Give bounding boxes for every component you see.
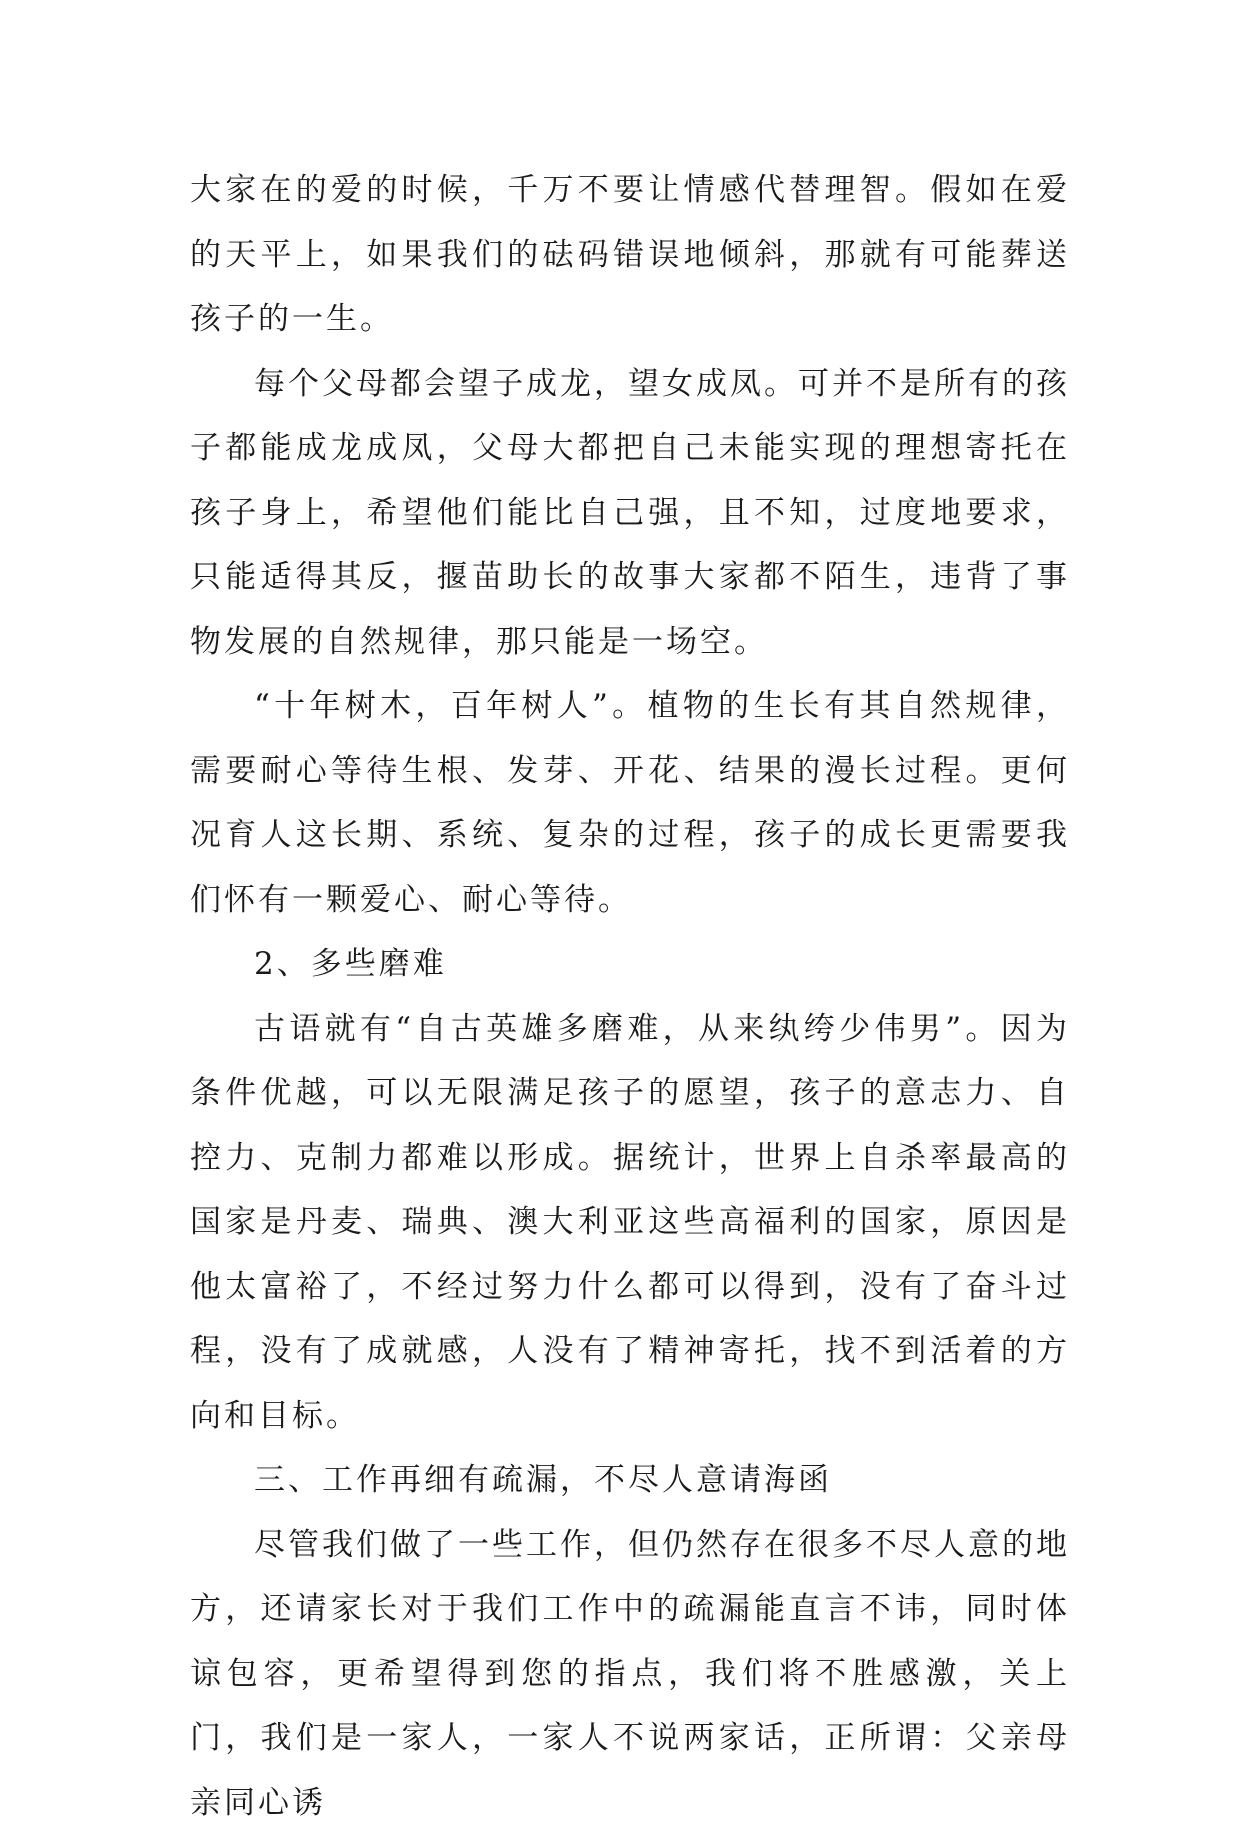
document-body	[190, 158, 1070, 1835]
paragraph-1: 大家在的爱的时候，千万不要让情感代替理智。假如在爱的天平上，如果我们的砝码错误地倾斜，那就有可能葬送孩子的一生。	[190, 158, 1070, 352]
section-heading-more-hardship: 2、多些磨难	[190, 932, 1070, 997]
paragraph-5: 古语就有“自古英雄多磨难，从来纨绔少伟男”。因为条件优越，可以无限满足孩子的愿望，孩子的意志力、自控力、克制力都难以形成。据统计，世界上自杀率最高的国家是丹麦、瑞典、澳大利亚这些高福利的国家，原因是他太富裕了，不经过努力什么都可以得到，没有了奋斗过程，没有了成就感，人没有了精神寄托，找不到活着的方向和目标。	[190, 997, 1070, 1449]
paragraph-3: “十年树木，百年树人”。植物的生长有其自然规律，需要耐心等待生根、发芽、开花、结果的漫长过程。更何况育人这长期、系统、复杂的过程，孩子的成长更需要我们怀有一颗爱心、耐心等待。	[190, 674, 1070, 932]
paragraph-7: 尽管我们做了一些工作，但仍然存在很多不尽人意的地方，还请家长对于我们工作中的疏漏能直言不讳，同时体谅包容，更希望得到您的指点，我们将不胜感激，关上门，我们是一家人，一家人不说两家话，正所谓：父亲母亲同心诱	[190, 1513, 1070, 1835]
section-heading-work-omissions: 三、工作再细有疏漏，不尽人意请海函	[190, 1448, 1070, 1513]
paragraph-2: 每个父母都会望子成龙，望女成凤。可并不是所有的孩子都能成龙成凤，父母大都把自己未能实现的理想寄托在孩子身上，希望他们能比自己强，且不知，过度地要求，只能适得其反，揠苗助长的故事大家都不陌生，违背了事物发展的自然规律，那只能是一场空。	[190, 352, 1070, 675]
